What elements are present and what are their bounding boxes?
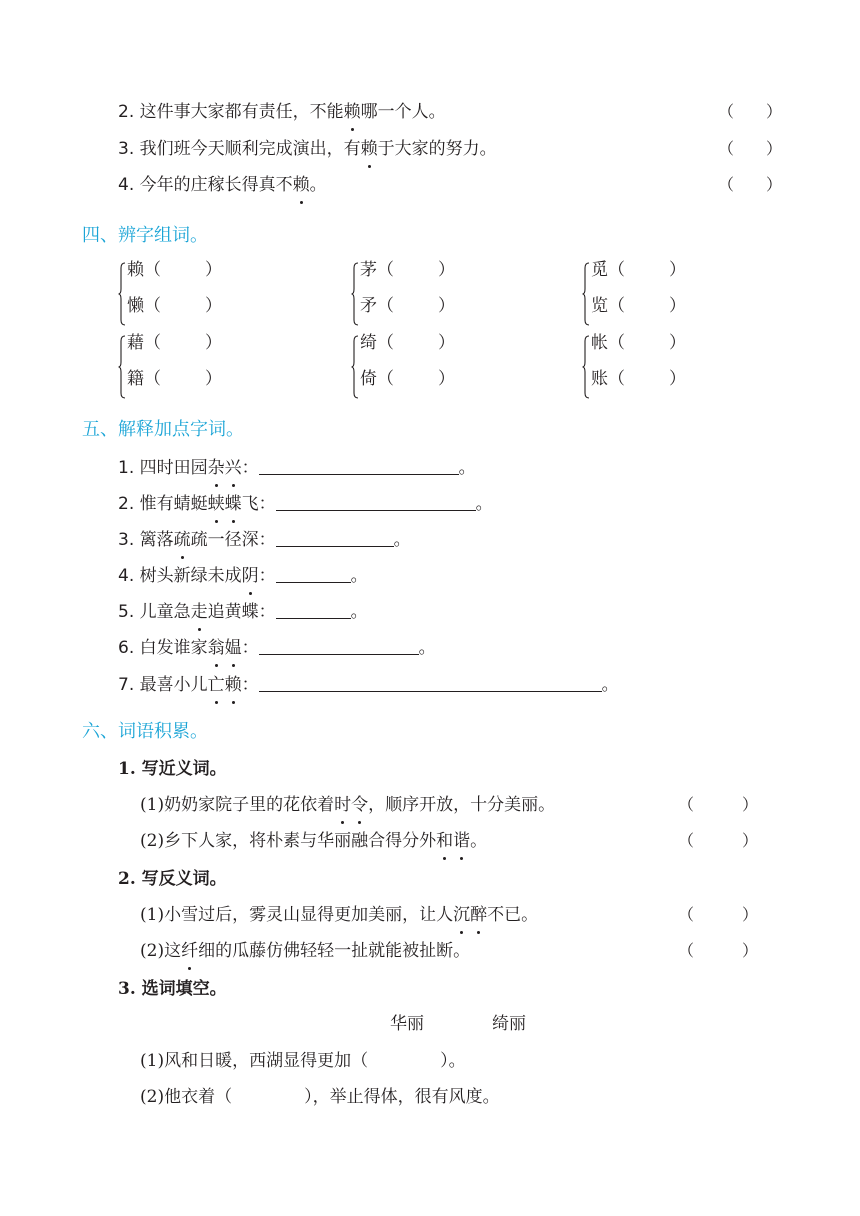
answer-paren[interactable]: （ ） [718, 102, 783, 121]
word-pair-row [127, 258, 222, 282]
paren-open: （ [144, 260, 161, 280]
dotted-char: 沉 [453, 905, 471, 925]
answer-paren[interactable]: （ ） [678, 905, 759, 924]
answer-paren[interactable]: （ ） [718, 139, 783, 158]
word-pair-row [127, 294, 222, 318]
q5-item-4: 4. 树头新绿未成阴： 。 [118, 566, 368, 586]
word-pair-group [118, 258, 248, 330]
paren-close: ） [669, 260, 686, 280]
dotted-char: 和 [436, 831, 454, 851]
paren-close: ） [205, 260, 222, 280]
paren-open: （ [608, 333, 625, 353]
pair-char: 藉 [127, 333, 144, 353]
word-option-2: 绮丽 [492, 1014, 526, 1034]
paren-open: （ [377, 260, 394, 280]
pair-char: 觅 [591, 260, 608, 280]
sub-3-title: 3. 选词填空。 [118, 979, 227, 999]
section-5-title: 五、解释加点字词。 [82, 419, 244, 440]
dotted-char: 蝶 [224, 494, 242, 514]
paren-close: ） [438, 260, 455, 280]
word-pair-row [360, 258, 455, 282]
paren-close: ） [438, 369, 455, 389]
paren-open: （ [608, 260, 625, 280]
pair-char: 矛 [360, 296, 377, 316]
answer-blank[interactable] [259, 673, 602, 692]
brace-icon [351, 335, 357, 399]
sub-1-title: 1. 写近义词。 [118, 759, 227, 779]
q6-1-item-2: (2)乡下人家，将朴素与华丽融合得分外和谐。 [140, 831, 488, 851]
q5-item-2: 2. 惟有蜻蜓蛱蝶飞： 。 [118, 494, 493, 514]
answer-blank[interactable] [276, 492, 476, 511]
brace-icon [582, 262, 588, 326]
paren-open: （ [377, 369, 394, 389]
dotted-char: 兴 [224, 458, 242, 478]
word-pair-group [351, 258, 481, 330]
paren-open: （ [377, 296, 394, 316]
word-pair-row [360, 367, 455, 391]
pair-char: 倚 [360, 369, 377, 389]
answer-paren[interactable]: （ ） [678, 831, 759, 850]
q5-item-6: 6. 白发谁家翁媪： 。 [118, 638, 436, 658]
brace-icon [351, 262, 357, 326]
word-pair-row [591, 331, 686, 355]
answer-blank[interactable] [276, 528, 394, 547]
pair-char: 赖 [127, 260, 144, 280]
answer-blank[interactable] [276, 600, 351, 619]
pair-char: 茅 [360, 260, 377, 280]
section-4-title: 四、辨字组词。 [82, 225, 208, 246]
q6-2-item-1: (1)小雪过后，雾灵山显得更加美丽，让人沉醉不已。 [140, 905, 539, 925]
word-pair-row [127, 331, 222, 355]
paren-open: （ [608, 296, 625, 316]
dotted-char: 纤 [181, 941, 199, 961]
answer-paren[interactable]: （ ） [718, 175, 783, 194]
answer-paren[interactable]: （ ） [678, 941, 759, 960]
q6-1-item-1: (1)奶奶家院子里的花依着时令，顺序开放，十分美丽。 [140, 795, 556, 815]
pair-char: 账 [591, 369, 608, 389]
q6-2-item-2: (2)这纤细的瓜藤仿佛轻轻一扯就能被扯断。 [140, 941, 471, 961]
q3-item-4: 4. 今年的庄稼长得真不赖。 [118, 175, 327, 195]
paren-close: ） [438, 296, 455, 316]
dotted-char: 赖 [224, 675, 242, 695]
dotted-char: 时 [334, 795, 352, 815]
q5-item-3: 3. 篱落疏疏一径深： 。 [118, 530, 411, 550]
dotted-char: 翁 [207, 638, 225, 658]
brace-icon [118, 262, 124, 326]
paren-close: ） [205, 369, 222, 389]
word-pair-group [351, 331, 481, 403]
pair-char: 绮 [360, 333, 377, 353]
dotted-char: 蛱 [207, 494, 225, 514]
q5-item-7: 7. 最喜小儿亡赖： 。 [118, 675, 619, 695]
dotted-char: 赖 [360, 139, 378, 159]
paren-close: ） [205, 333, 222, 353]
q5-item-1: 1. 四时田园杂兴： 。 [118, 458, 476, 478]
pair-char: 籍 [127, 369, 144, 389]
paren-open: （ [144, 369, 161, 389]
dotted-char: 赖 [343, 102, 361, 122]
dotted-char: 杂 [207, 458, 225, 478]
paren-open: （ [144, 333, 161, 353]
paren-open: （ [377, 333, 394, 353]
brace-icon [118, 335, 124, 399]
word-option-1: 华丽 [390, 1014, 424, 1034]
dotted-char: 媪 [224, 638, 242, 658]
paren-close: ） [205, 296, 222, 316]
word-pair-row [591, 258, 686, 282]
dotted-char: 醉 [470, 905, 488, 925]
answer-blank[interactable] [259, 456, 459, 475]
section-6-title: 六、词语积累。 [82, 721, 208, 742]
dotted-char: 亡 [207, 675, 225, 695]
dotted-char: 令 [351, 795, 369, 815]
answer-blank[interactable] [276, 564, 351, 583]
q3-item-2: 2. 这件事大家都有责任，不能赖哪一个人。 [118, 102, 446, 122]
answer-blank[interactable] [259, 636, 419, 655]
paren-close: ） [669, 369, 686, 389]
q5-item-5: 5. 儿童急走追黄蝶： 。 [118, 602, 368, 622]
pair-char: 览 [591, 296, 608, 316]
q6-3-item-2: (2)他衣着（ ），举止得体，很有风度。 [140, 1087, 500, 1107]
q3-item-3: 3. 我们班今天顺利完成演出，有赖于大家的努力。 [118, 139, 497, 159]
word-pair-row [127, 367, 222, 391]
pair-char: 帐 [591, 333, 608, 353]
dotted-char: 赖 [292, 175, 310, 195]
dotted-char: 阴 [241, 566, 259, 586]
paren-open: （ [144, 296, 161, 316]
word-pair-group [118, 331, 248, 403]
word-pair-group [582, 258, 712, 330]
sub-2-title: 2. 写反义词。 [118, 869, 227, 889]
paren-close: ） [669, 296, 686, 316]
word-pair-row [591, 367, 686, 391]
paren-open: （ [608, 369, 625, 389]
paren-close: ） [438, 333, 455, 353]
pair-char: 懒 [127, 296, 144, 316]
word-pair-group [582, 331, 712, 403]
paren-close: ） [669, 333, 686, 353]
answer-paren[interactable]: （ ） [678, 795, 759, 814]
dotted-char: 走 [190, 602, 208, 622]
brace-icon [582, 335, 588, 399]
word-pair-row [360, 294, 455, 318]
dotted-char: 疏 [173, 530, 191, 550]
word-pair-row [360, 331, 455, 355]
q6-3-item-1: (1)风和日暖，西湖显得更加（ ）。 [140, 1051, 466, 1071]
word-pair-row [591, 294, 686, 318]
dotted-char: 谐 [453, 831, 471, 851]
